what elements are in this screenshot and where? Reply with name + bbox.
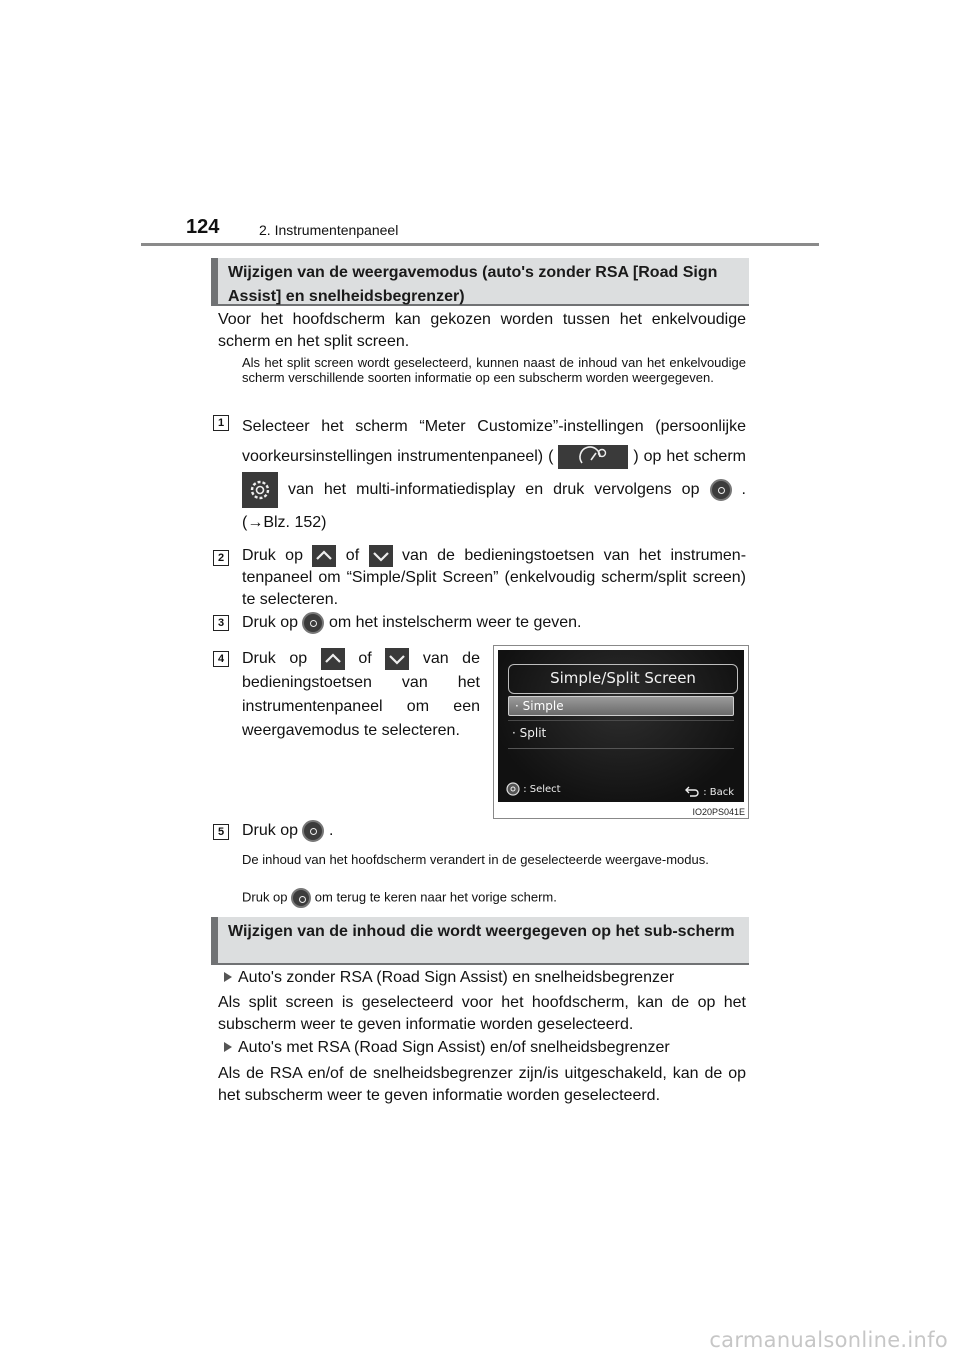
chapter-title: 2. Instrumentenpaneel xyxy=(259,222,399,238)
option-simple: · Simple xyxy=(508,696,734,716)
step-2-part-c: van de bedieningstoetsen van het instrumen-tenpaneel om “Simple/Split Screen” (enkelvoudig scherm/split screen) te selecteren. xyxy=(242,547,747,609)
step-1-part-c: van het multi-informatiedisplay en druk vervolgens op xyxy=(288,481,700,499)
intro-paragraph: Voor het hoofdscherm kan gekozen worden tussen het enkelvoudige scherm en het split screen. xyxy=(218,311,746,350)
step-5-note-2b: om terug te keren naar het vorige scherm. xyxy=(314,889,557,905)
step-4-text xyxy=(242,647,480,743)
step-5-note-1: De inhoud van het hoofdscherm verandert in de geselecteerde weergave-modus. xyxy=(242,852,709,867)
step-5-text xyxy=(242,820,746,842)
step-5-note-2a: Druk op xyxy=(242,889,288,905)
step-1-part-b: ) op het scherm xyxy=(633,448,746,465)
page-number: 124 xyxy=(186,216,220,238)
enter-button-icon xyxy=(302,612,324,634)
step-4-part-b: of xyxy=(358,650,372,667)
enter-button-icon xyxy=(302,820,324,842)
step-4-part-a: Druk op xyxy=(242,650,308,667)
arrow-up-button-icon xyxy=(312,545,336,567)
arrow-up-button-icon xyxy=(321,648,345,670)
display-divider xyxy=(508,748,734,749)
text-without-rsa: Als split screen is geselecteerd voor het hoofdscherm, kan de op het subscherm weer te geven informatie worden geselecteerd. xyxy=(218,994,746,1033)
gear-icon xyxy=(242,472,278,508)
split-screen-note: Als het split screen wordt geselecteerd, kunnen naast de inhoud van het enkelvoudige scherm verschillende soorten informatie op een subscherm worden weergegeven. xyxy=(242,355,746,385)
enter-button-icon xyxy=(710,479,732,501)
triangle-bullet-icon xyxy=(224,1042,232,1052)
step-number-5: 5 xyxy=(213,824,229,840)
step-number-2: 2 xyxy=(213,550,229,566)
display-title: Simple/Split Screen xyxy=(508,664,738,694)
step-5-part-a: Druk op xyxy=(242,822,299,840)
back-hint xyxy=(684,786,734,798)
arrow-down-button-icon xyxy=(369,545,393,567)
select-hint xyxy=(506,782,561,796)
bullet-without-rsa xyxy=(218,967,674,989)
display-divider xyxy=(508,720,734,721)
illustration-code: IO20PS041E xyxy=(692,807,745,817)
text-with-rsa: Als de RSA en/of de snelheidsbegrenzer zijn/is uitgeschakeld, kan de op het subscherm weer te geven informatie worden geselecteerd. xyxy=(218,1065,746,1104)
back-hint-label: : Back xyxy=(703,787,735,798)
back-arrow-icon xyxy=(684,786,700,798)
triangle-bullet-icon xyxy=(224,972,232,982)
step-4-part-c: van de bedieningstoetsen van het instrumentenpaneel om een weergavemodus te selecteren. xyxy=(242,650,480,739)
step-number-3: 3 xyxy=(213,615,229,631)
select-hint-label: : Select xyxy=(523,784,561,795)
step-2-part-b: of xyxy=(345,547,360,565)
bullet-1-label: Auto's zonder RSA (Road Sign Assist) en snelheidsbegrenzer xyxy=(238,969,675,986)
multi-information-display xyxy=(498,650,744,802)
step-3-part-a: Druk op xyxy=(242,614,299,632)
step-number-4: 4 xyxy=(213,651,229,667)
option-split: · Split xyxy=(512,726,547,740)
arrow-down-button-icon xyxy=(385,648,409,670)
step-3-text xyxy=(242,612,746,634)
display-illustration xyxy=(493,645,749,819)
step-1-part-a: Selecteer het scherm “Meter Customize”-instellingen (persoonlijke voorkeursinstellingen instrumentenpaneel) ( xyxy=(242,418,746,465)
watermark: carmanualsonline.info xyxy=(709,1328,948,1352)
step-2-part-a: Druk op xyxy=(242,547,303,565)
section-heading-subscreen: Wijzigen van de inhoud die wordt weergegeven op het sub-scherm xyxy=(211,917,749,965)
step-5-note-2 xyxy=(242,888,746,908)
step-3-part-b: om het instelscherm weer te geven. xyxy=(328,614,582,632)
step-number-1: 1 xyxy=(213,415,229,431)
meter-settings-icon xyxy=(558,445,628,469)
step-5-part-b: . xyxy=(328,822,334,840)
step-1-text xyxy=(242,412,746,538)
step-1-part-d: . (→Blz. 152) xyxy=(242,481,746,531)
select-button-icon xyxy=(506,782,520,796)
header-rule xyxy=(141,243,819,246)
bullet-with-rsa xyxy=(218,1037,670,1059)
back-button-icon xyxy=(291,888,311,908)
section-heading-display-mode: Wijzigen van de weergavemodus (auto's zonder RSA [Road Sign Assist] en snelheidsbegrenzer) xyxy=(211,258,749,306)
bullet-2-label: Auto's met RSA (Road Sign Assist) en/of snelheidsbegrenzer xyxy=(238,1039,670,1056)
step-2-text xyxy=(242,545,746,611)
